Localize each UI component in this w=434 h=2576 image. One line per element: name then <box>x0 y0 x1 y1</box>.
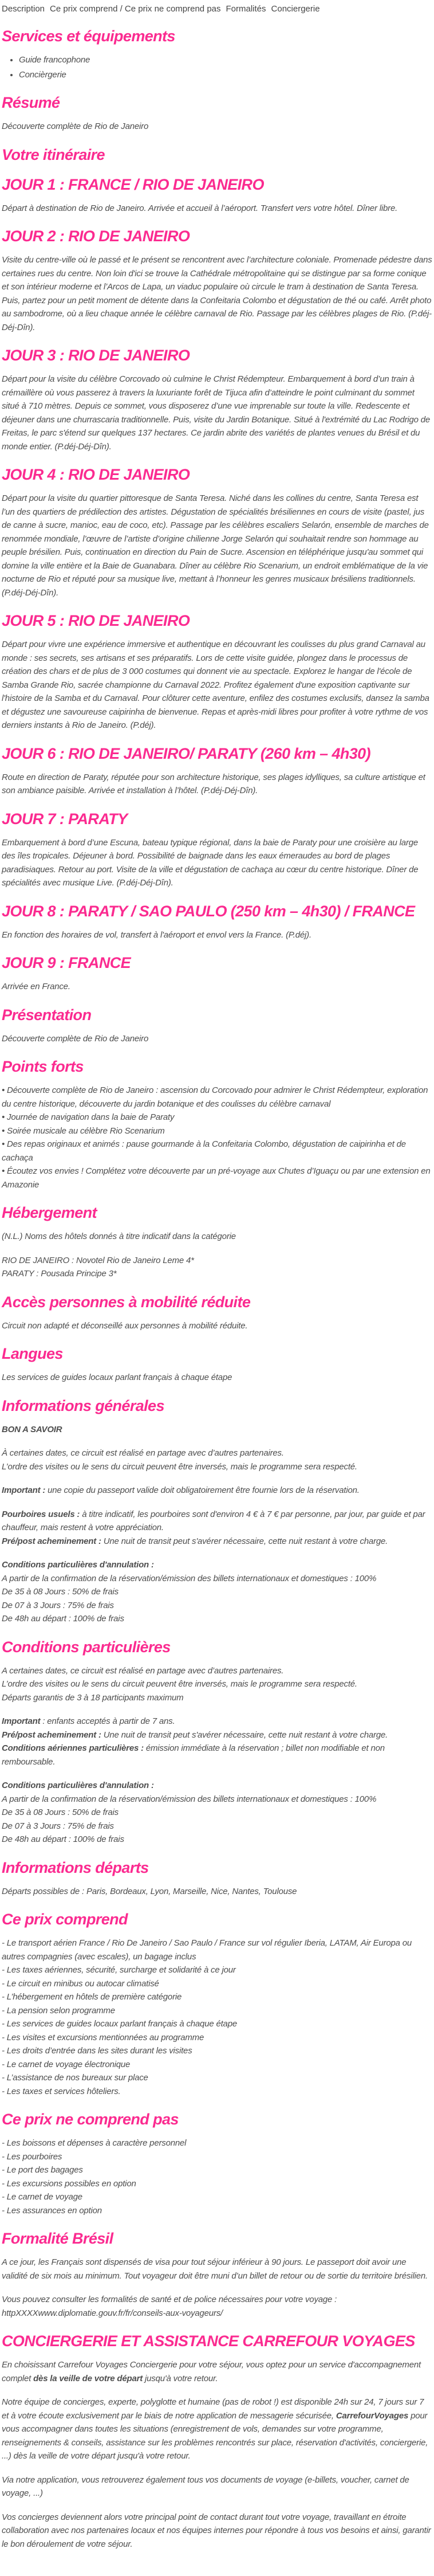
text-run: une copie du passeport valide doit obligatoirement être fournie lors de la réservation. <box>45 1485 360 1495</box>
section-heading: Ce prix comprend <box>2 1911 128 1928</box>
section-heading: Informations générales <box>2 1397 164 1414</box>
text-run: L’ordre des visites ou le sens du circuit peuvent être inversés, mais le programme sera respecté. <box>2 1461 357 1472</box>
text-run: • Des repas originaux et animés : pause gourmande à la Confeitaria Colombo, dégustation de caipirinha et de cachaça <box>2 1139 406 1163</box>
text-run: Vos concierges deviennent alors votre principal point de contact durant tout votre voyage, travaillant en étroite collaboration avec nos partenaires locaux et nos équipes internes pour répondre à tous vos besoins et ainsi, garantir le bon déroulement de votre séjour. <box>2 2512 431 2549</box>
text-run: - Les visites et excursions mentionnées au programme <box>2 2032 204 2042</box>
paragraph <box>2 1936 433 2098</box>
paragraph <box>2 1508 433 1548</box>
section-heading: JOUR 7 : PARATY <box>2 810 128 828</box>
paragraph <box>2 836 433 890</box>
section-heading: JOUR 6 : RIO DE JANEIRO/ PARATY (260 km – 4h30) <box>2 744 370 762</box>
paragraph <box>2 202 433 215</box>
section-heading: Votre itinéraire <box>2 146 105 163</box>
tab-formalites[interactable]: Formalités <box>226 4 266 14</box>
text-run: Embarquement à bord d’une Escuna, bateau typique régional, dans la baie de Paraty pour une croisière au large des îles tropicales. Déjeuner à bord. Possibilité de baignade dans les eaux émeraudes au bord de plages paradisiaques. Retour au port. Visite de la ville et dégustation de cachaça au cœur du centre historique. Dîner de spécialités avec musique Live. (P.déj-Déj-Dîn). <box>2 837 419 888</box>
paragraph <box>2 980 433 994</box>
text-run: Notre équipe de concierges, experte, polyglotte et humaine (pas de robot !) est disponible 24h sur 24, 7 jours sur 7 et à votre écoute exclusivement par le biais de notre application de messagerie sécurisée, <box>2 2397 424 2421</box>
text-run: Départ pour la visite du quartier pittoresque de Santa Teresa. Niché dans les collines du centre, Santa Teresa est l’un des quartiers de prédilection des artistes. Dégustation de spécialités brésiliennes en cours de visite (pastel, jus de canne à sucre, manioc, eau de coco, etc). Passage par les célèbres escaliers Selarón, ensemble de marches de renommée mondiale, l’œuvre de l’artiste d’origine chilienne Jorge Selarón qui souhaitait rendre son hommage au peuple brésilien. Puis, continuation en direction du Pain de Sucre. Ascension en téléphérique jusqu'au sommet qui domine la ville entière et la Baie de Guanabara. Dîner au célèbre Rio Scenarium, un endroit emblématique de la vie nocturne de Rio et réputé pour sa musique live, mettant à l’honneur les genres musicaux brésiliens traditionnels. (P.déj-Déj-Dîn). <box>2 493 429 598</box>
paragraph <box>2 2136 433 2217</box>
text-run: - Le carnet de voyage <box>2 2192 82 2202</box>
list-item: • Guide francophone <box>19 53 433 67</box>
section-heading: Langues <box>2 1345 63 1362</box>
text-run: Départs garantis de 3 à 18 participants maximum <box>2 1692 184 1703</box>
section-heading: Conditions particulières <box>2 1638 171 1656</box>
paragraph <box>2 1084 433 1191</box>
text-run: Départs possibles de : Paris, Bordeaux, Lyon, Marseille, Nice, Nantes, Toulouse <box>2 1886 297 1896</box>
paragraph <box>2 1484 433 1497</box>
section-tabbar <box>2 3 433 15</box>
bold-text-run: Pré/post acheminement : <box>2 1730 101 1740</box>
text-run: - Les assurances en option <box>2 2205 102 2216</box>
paragraph <box>2 1423 433 1437</box>
paragraph <box>2 1558 433 1626</box>
text-run: Visite du centre-ville où le passé et le présent se rencontrent avec l’architecture coloniale. Promenade pédestre dans certaines rues du centre. Non loin d'ici se trouve la Cathédrale métropolitaine qui se distingue par sa forme conique et son intérieur moderne et l’Arcos de Lapa, un viaduc populaire où circule le tram à destination de Santa Teresa. Puis, partez pour un petit moment de détente dans la Confeitaria Colombo et dégustation de thé ou café. Arrêt photo au sambodrome, où a lieu chaque année le célèbre carnaval de Rio. Passage par les célèbres plages de Rio. (P.déj-Déj-Dîn). <box>2 255 432 332</box>
text-run: Via notre application, vous retrouverez également tous vos documents de voyage (e-billets, voucher, carnet de voyage, ...) <box>2 2475 409 2498</box>
text-run: Arrivée en France. <box>2 982 70 991</box>
text-run: De 35 à 08 Jours : 50% de frais <box>2 1587 119 1597</box>
paragraph <box>2 253 433 334</box>
paragraph <box>2 2358 433 2385</box>
text-run: RIO DE JANEIRO : Novotel Rio de Janeiro Leme 4* <box>2 1255 194 1265</box>
text-run: A partir de la confirmation de la réservation/émission des billets internationaux et domestiques : 100% <box>2 1794 377 1804</box>
paragraph <box>2 120 433 134</box>
section-heading: JOUR 9 : FRANCE <box>2 954 131 971</box>
section-heading: Informations départs <box>2 1859 149 1876</box>
list-item: • Concièrgerie <box>19 68 433 82</box>
bold-text-run: Important : <box>2 1485 46 1495</box>
paragraph <box>2 1254 433 1281</box>
bold-text-run: Important <box>2 1716 41 1726</box>
text-run: - Les services de guides locaux parlant français à chaque étape <box>2 2019 237 2029</box>
section-heading: JOUR 3 : RIO DE JANEIRO <box>2 347 190 364</box>
tab-ce-prix-comprend[interactable]: Ce prix comprend / Ce prix ne comprend pas <box>50 4 221 14</box>
section-heading: JOUR 1 : FRANCE / RIO DE JANEIRO <box>2 175 264 193</box>
text-run: Départ à destination de Rio de Janeiro. Arrivée et accueil à l’aéroport. Transfert vers votre hôtel. Dîner libre. <box>2 203 398 213</box>
section-heading: JOUR 4 : RIO DE JANEIRO <box>2 466 190 483</box>
text-run: De 07 à 3 Jours : 75% de frais <box>2 1821 114 1831</box>
text-run: De 07 à 3 Jours : 75% de frais <box>2 1600 114 1610</box>
text-run: (N.L.) Noms des hôtels donnés à titre indicatif dans la catégorie <box>2 1232 236 1241</box>
section-heading: JOUR 5 : RIO DE JANEIRO <box>2 612 190 629</box>
text-run: • Découverte complète de Rio de Janeiro : ascension du Corcovado pour admirer le Christ Rédempteur, exploration du centre historique, découverte du jardin botanique et des coulisses du célèbre carnaval <box>2 1085 428 1109</box>
section-heading: JOUR 8 : PARATY / SAO PAULO (250 km – 4h30) / FRANCE <box>2 902 415 920</box>
bold-text-run: Conditions aériennes particulières : <box>2 1743 144 1753</box>
text-run: pour vous accompagner dans toutes les situations (enregistrement de vols, demandes sur votre programme, renseignements & conseils, assistance sur les problèmes rencontrés sur place, réservation d'activités, conciergerie, ...) dès la veille de votre départ jusqu'à votre retour. <box>2 2410 428 2461</box>
section-heading: Points forts <box>2 1058 84 1075</box>
text-run: - Les boissons et dépenses à caractère personnel <box>2 2138 187 2148</box>
bold-text-run: Pourboires usuels : <box>2 1509 80 1519</box>
text-run: - Le carnet de voyage électronique <box>2 2059 131 2069</box>
text-run: À certaines dates, ce circuit est réalisé en partage avec d’autres partenaires. <box>2 1448 284 1458</box>
text-run: De 35 à 08 Jours : 50% de frais <box>2 1807 119 1817</box>
text-run: Vous pouvez consulter les formalités de santé et de police nécessaires pour votre voyage : <box>2 2295 337 2304</box>
bold-text-run: dès la veille de votre départ <box>33 2373 143 2383</box>
text-run: A ce jour, les Français sont dispensés de visa pour tout séjour inférieur à 90 jours. Le passeport doit avoir une validité de six mois au minimum. Tout voyageur doit être muni d’un billet de retour ou de sortie du territoire brésilien. <box>2 2257 428 2281</box>
paragraph <box>2 638 433 732</box>
paragraph <box>2 928 433 942</box>
text-run: émission immédiate à la réservation ; billet non modifiable et non remboursable. <box>2 1743 385 1767</box>
text-run: - Le port des bagages <box>2 2165 83 2175</box>
text-run: • Soirée musicale au célèbre Rio Scenarium <box>2 1126 165 1136</box>
paragraph <box>2 2293 433 2320</box>
paragraph <box>2 1446 433 1473</box>
paragraph <box>2 1779 433 1846</box>
text-run: • Écoutez vos envies ! Complétez votre découverte par un pré-voyage aux Chutes d’Iguaçu ou par une extension en Amazonie <box>2 1166 431 1190</box>
paragraph <box>2 373 433 453</box>
bold-text-run: BON A SAVOIR <box>2 1424 62 1434</box>
paragraph <box>2 771 433 798</box>
text-run: : enfants acceptés à partir de 7 ans. <box>40 1716 175 1726</box>
bold-text-run: CarrefourVoyages <box>336 2410 409 2421</box>
text-run: Départ pour vivre une expérience immersive et authentique en découvrant les coulisses du plus grand Carnaval au monde : ses secrets, ses artisans et ses préparatifs. Lors de cette visite guidée, plongez dans le processus de création des chars et de plus de 3 000 costumes qui donnent vie au spectacle. Explorez le hangar de l'école de Samba Grande Rio, sacrée championne du Carnaval 2022. Profitez également d'une exposition captivante sur l'histoire de la Samba et du Carnaval. Pour clôturer cette aventure, enfilez des costumes exclusifs, dansez la samba et dégustez une savoureuse caipirinha de bienvenue. Repas et après-midi libres pour profiter à votre rythme de vos derniers instants à Rio de Janeiro. (P.déj). <box>2 640 429 730</box>
text-run: • Journée de navigation dans la baie de Paraty <box>2 1112 175 1122</box>
paragraph <box>2 1664 433 1705</box>
text-run: - Le circuit en minibus ou autocar climatisé <box>2 1978 159 1989</box>
section-heading: Formalité Brésil <box>2 2230 113 2247</box>
section-heading: Résumé <box>2 94 60 111</box>
text-run: PARATY : Pousada Principe 3* <box>2 1269 117 1279</box>
text-run: Découverte complète de Rio de Janeiro <box>2 1033 149 1044</box>
tab-conciergerie[interactable]: Conciergerie <box>271 4 320 14</box>
text-run: - L’hébergement en hôtels de première catégorie <box>2 1992 182 2002</box>
text-run: A certaines dates, ce circuit est réalisé en partage avec d’autres partenaires. <box>2 1665 284 1676</box>
text-run: à titre indicatif, les pourboires sont d'environ 4 € à 7 € par personne, par jour, par guide et par chauffeur, mais restent à votre appréciation. <box>2 1509 425 1532</box>
section-heading: Ce prix ne comprend pas <box>2 2111 179 2128</box>
section-heading: CONCIERGERIE ET ASSISTANCE CARREFOUR VOYAGES <box>2 2332 415 2350</box>
tab-description[interactable]: Description <box>2 4 45 14</box>
text-run: httpXXXXwww.diplomatie.gouv.fr/fr/conseils-aux-voyageurs/ <box>2 2308 223 2318</box>
section-heading: Présentation <box>2 1006 92 1024</box>
section-heading: Services et équipements <box>2 28 175 45</box>
text-run: - Les excursions possibles en option <box>2 2178 136 2189</box>
paragraph <box>2 492 433 599</box>
text-run: Départ pour la visite du célèbre Corcovado où culmine le Christ Rédempteur. Embarquement à bord d’un train à crémaillère où vous passerez à travers la luxuriante forêt de Tijuca afin d’atteindre le point culminant du sommet situé à 710 mètres. Depuis ce sommet, vous disposerez d’une vue imprenable sur toute la ville. Redescente et déjeuner dans une churrascaria traditionnelle. Puis, visite du Jardin Botanique. Situé à l'extrémité du Lac Rodrigo de Freitas, le parc s'étend sur quelques 137 hectares. Ce jardin abrite des variétés de plantes venues du Brésil et du monde entier. (P.déj-Déj-Dîn). <box>2 374 431 452</box>
paragraph <box>2 2511 433 2551</box>
paragraph <box>2 1371 433 1385</box>
text-run: De 48h au départ : 100% de frais <box>2 1614 124 1624</box>
text-run: - La pension selon programme <box>2 2005 115 2016</box>
text-run: Route en direction de Paraty, réputée pour son architecture historique, ses plages idylliques, sa culture artistique et son ambiance paisible. Arrivée et installation à l’hôtel. (P.déj-Déj-Dîn). <box>2 772 425 795</box>
text-run: jusqu'à votre retour. <box>143 2373 218 2383</box>
text-run: Une nuit de transit peut s'avérer nécessaire, cette nuit restant à votre charge. <box>101 1730 388 1740</box>
bold-text-run: Conditions particulières d'annulation : <box>2 1560 154 1570</box>
text-run: En choisissant Carrefour Voyages Conciergerie pour votre séjour, vous optez pour un service d'accompagnement complet <box>2 2360 421 2383</box>
text-run: Circuit non adapté et déconseillé aux personnes à mobilité réduite. <box>2 1320 248 1331</box>
paragraph <box>2 1885 433 1899</box>
section-heading: JOUR 2 : RIO DE JANEIRO <box>2 228 190 245</box>
text-run: A partir de la confirmation de la réservation/émission des billets internationaux et domestiques : 100% <box>2 1573 377 1583</box>
paragraph <box>2 2395 433 2463</box>
text-run: - Les pourboires <box>2 2151 62 2162</box>
text-run: - Les taxes aériennes, sécurité, surcharge et solidarité à ce jour <box>2 1965 236 1975</box>
section-heading: Hébergement <box>2 1204 97 1221</box>
text-run: Découverte complète de Rio de Janeiro <box>2 121 149 131</box>
text-run: - Les droits d’entrée dans les sites durant les visites <box>2 2046 192 2056</box>
section-heading: Accès personnes à mobilité réduite <box>2 1293 251 1311</box>
paragraph <box>2 1230 433 1244</box>
paragraph <box>2 2256 433 2283</box>
content <box>2 28 433 2551</box>
text-run: En fonction des horaires de vol, transfert à l'aéroport et envol vers la France. (P.déj). <box>2 930 311 940</box>
text-run: - Les taxes et services hôteliers. <box>2 2086 121 2096</box>
paragraph <box>2 1319 433 1333</box>
bold-text-run: Conditions particulières d'annulation : <box>2 1781 154 1790</box>
text-run: Une nuit de transit peut s'avérer nécessaire, cette nuit restant à votre charge. <box>101 1536 388 1546</box>
services-list <box>19 53 433 81</box>
text-run: - Le transport aérien France / Rio De Janeiro / Sao Paulo / France sur vol régulier Iberia, LATAM, Air Europa ou autres compagnies (avec escales), un bagage inclus <box>2 1938 412 1962</box>
text-run: Les services de guides locaux parlant français à chaque étape <box>2 1373 232 1382</box>
paragraph <box>2 1032 433 1046</box>
text-run: - L’assistance de nos bureaux sur place <box>2 2073 148 2083</box>
bold-text-run: Pré/post acheminement : <box>2 1536 101 1546</box>
paragraph <box>2 2473 433 2500</box>
paragraph <box>2 1715 433 1769</box>
text-run: L’ordre des visites ou le sens du circuit peuvent être inversés, mais le programme sera respecté. <box>2 1679 357 1689</box>
text-run: De 48h au départ : 100% de frais <box>2 1834 124 1844</box>
